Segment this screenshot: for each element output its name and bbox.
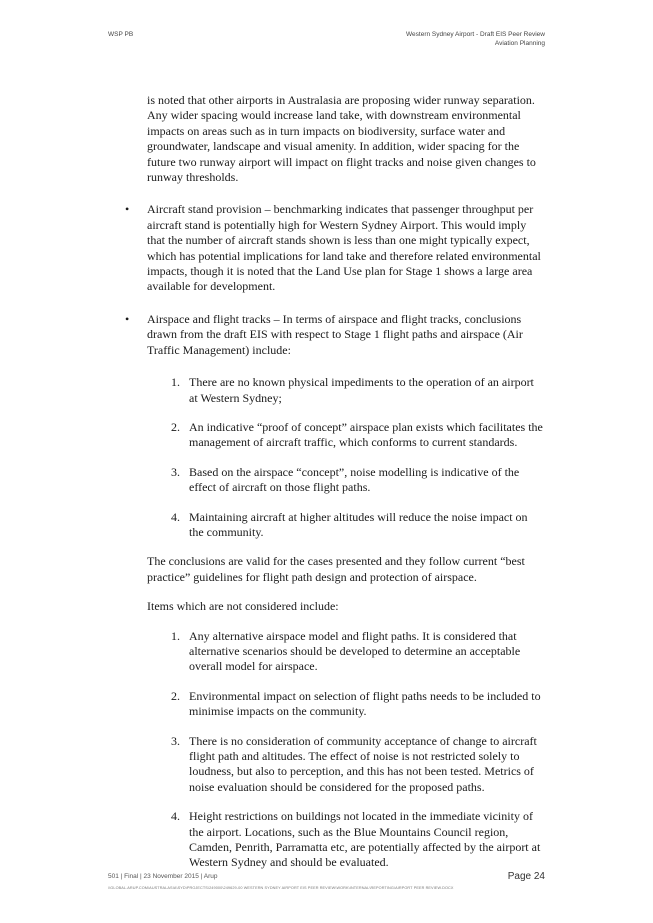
header-subtitle: Aviation Planning bbox=[494, 40, 545, 47]
list-item bbox=[147, 734, 545, 796]
conclusions-list bbox=[147, 375, 545, 540]
list-number: 1. bbox=[171, 628, 180, 643]
header-left: WSP PB bbox=[108, 31, 134, 38]
list-number: 4. bbox=[171, 809, 180, 824]
list-number: 2. bbox=[171, 419, 180, 434]
list-number: 2. bbox=[171, 688, 180, 703]
list-item-text: There are no known physical impediments to the operation of an airport at Western Sydney; bbox=[189, 375, 534, 405]
list-item bbox=[147, 465, 545, 496]
valid-paragraph: The conclusions are valid for the cases presented and they follow current “best practice” guidelines for flight path design and protection of airspace. bbox=[147, 554, 525, 584]
page-number: Page 24 bbox=[507, 871, 545, 882]
footer-revision: 501 | Final | 23 November 2015 | Arup bbox=[108, 873, 218, 880]
bullet-aircraft-stand bbox=[125, 202, 545, 294]
list-item-text: Maintaining aircraft at higher altitudes will reduce the noise impact on the community. bbox=[189, 509, 528, 539]
list-number: 3. bbox=[171, 464, 180, 479]
footer-file-path: \\GLOBAL.ARUP.COM\AUSTRALASIA\SYD\PROJECTS\249000\249629-00 WESTERN SYDNEY AIRPORT EIS PEER REVIEW\WORK\INTERNAL\REPORTING\AIRPORT PEER REVIEW.DOCX bbox=[108, 886, 454, 890]
bullet-text: Airspace and flight tracks – In terms of airspace and flight tracks, conclusions drawn from the draft EIS with respect to Stage 1 flight paths and airspace (Air Traffic Management) include: bbox=[147, 311, 523, 357]
list-item bbox=[147, 689, 545, 720]
intro-paragraph: is noted that other airports in Australasia are proposing wider runway separation. Any wider spacing would increase land take, with downstream environmental impacts on areas such as in turn impacts on biodiversity, surface water and groundwater, landscape and visual amenity. In addition, wider spacing for the future two runway airport will impact on flight tracks and noise given changes to runway thresholds. bbox=[147, 93, 536, 185]
header-right bbox=[406, 30, 545, 48]
list-item bbox=[147, 420, 545, 451]
bullet-text: Aircraft stand provision – benchmarking indicates that passenger throughput per aircraft stand is potentially high for Western Sydney Airport. This would imply that the number of aircraft stands shown is less than one might typically expect, which has potential implications for land take and therefore related environmental impacts, though it is noted that the Land Use plan for Stage 1 shows a large area available for development. bbox=[147, 202, 541, 294]
bullet-glyph: • bbox=[125, 202, 130, 217]
list-item bbox=[147, 629, 545, 675]
list-number: 3. bbox=[171, 733, 180, 748]
list-item bbox=[147, 375, 545, 406]
list-number: 1. bbox=[171, 375, 180, 390]
list-item-text: There is no consideration of community acceptance of change to aircraft flight path and altitudes. The effect of noise is not restricted solely to loudness, but also to perception, and this has not been tested. Metrics of noise evaluation should be considered for the proposed paths. bbox=[189, 733, 537, 794]
list-item-text: Any alternative airspace model and flight paths. It is considered that alternative scenarios should be developed to determine an acceptable overall model for airspace. bbox=[189, 628, 521, 674]
list-item-text: Environmental impact on selection of flight paths needs to be included to minimise impacts on the community. bbox=[189, 688, 541, 719]
list-item bbox=[147, 510, 545, 541]
bullet-airspace bbox=[125, 311, 545, 358]
list-number: 4. bbox=[171, 509, 180, 524]
bullet-glyph: • bbox=[125, 311, 130, 326]
document-body bbox=[125, 93, 545, 885]
header-title: Western Sydney Airport - Draft EIS Peer Review bbox=[406, 31, 545, 38]
list-item bbox=[147, 809, 545, 871]
not-considered-list bbox=[147, 629, 545, 871]
list-item-text: Height restrictions on buildings not located in the immediate vicinity of the airport. Locations, such as the Blue Mountains Council region, Camden, Penrith, Parramatta etc, are potentially affected by the airport at Western Sydney and should be evaluated. bbox=[189, 809, 541, 870]
list-item-text: Based on the airspace “concept”, noise modelling is indicative of the effect of aircraft on those flight paths. bbox=[189, 464, 520, 495]
items-paragraph: Items which are not considered include: bbox=[147, 599, 339, 614]
list-item-text: An indicative “proof of concept” airspace plan exists which facilitates the management of aircraft traffic, which conforms to current standards. bbox=[189, 419, 543, 450]
